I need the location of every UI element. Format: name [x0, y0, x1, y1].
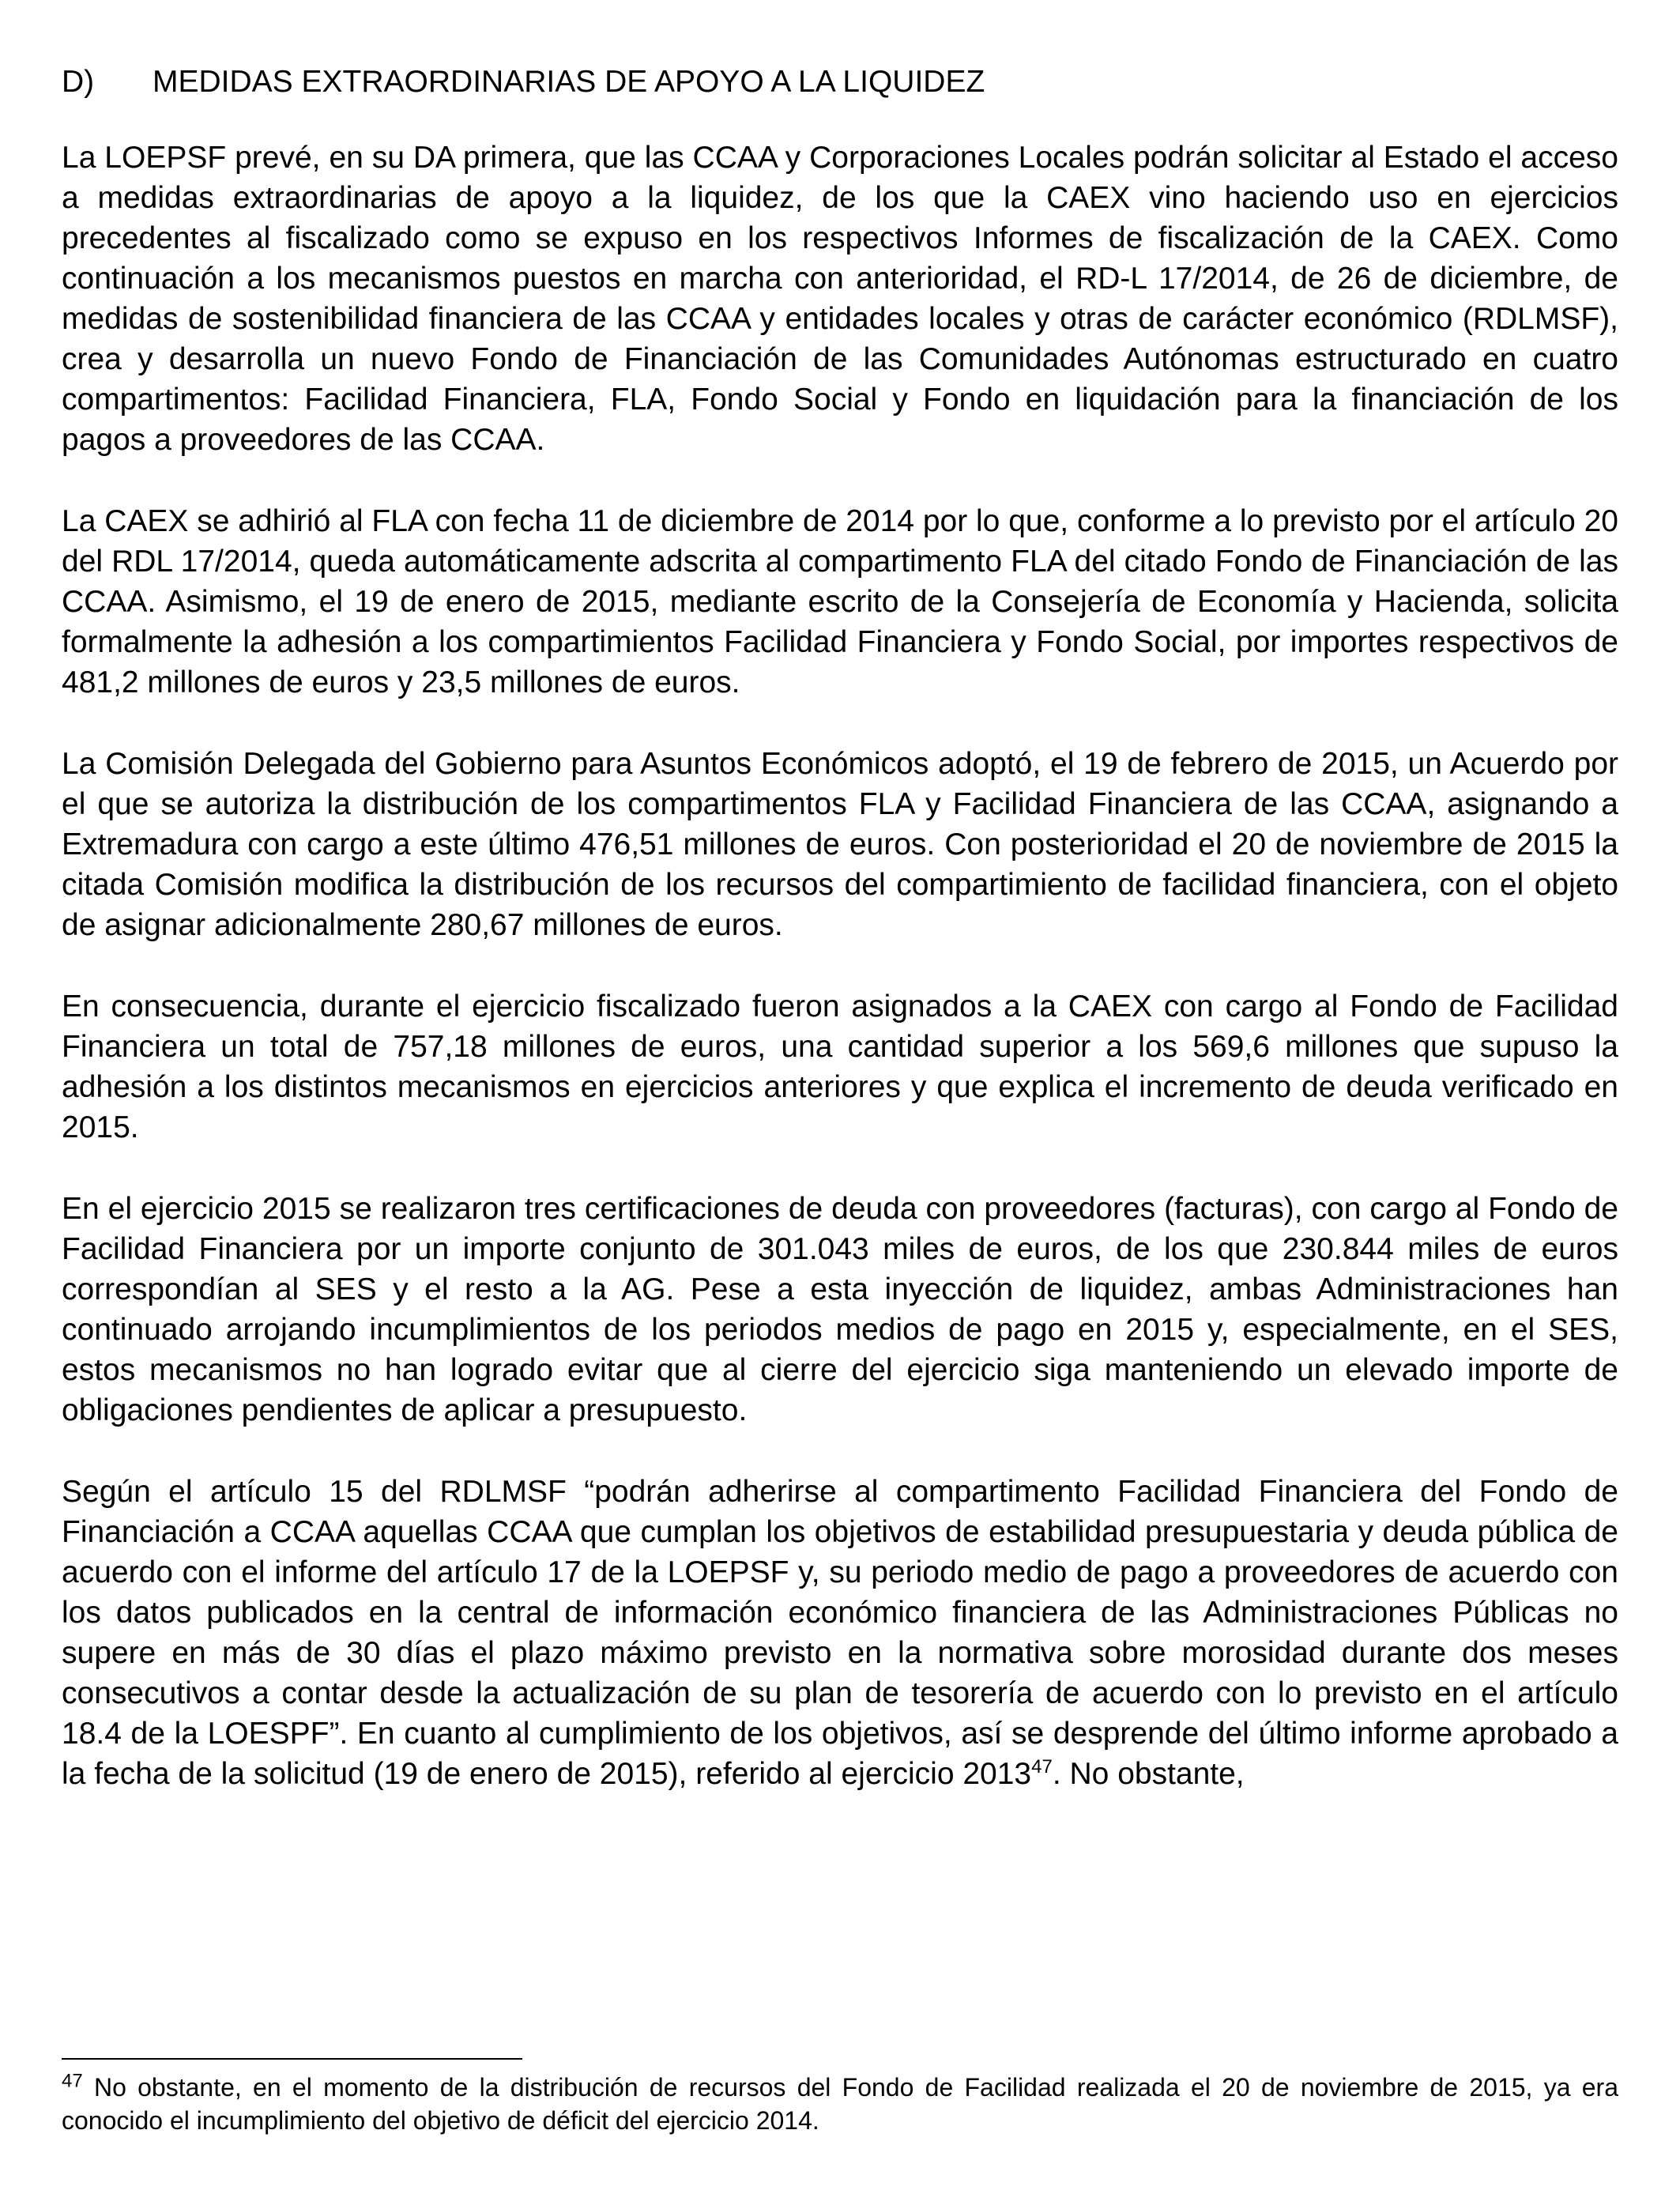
paragraph: En consecuencia, durante el ejercicio fiscalizado fueron asignados a la CAEX con cargo al Fondo de Facilidad Financiera un total de 757,18 millones de euros, una cantidad superior a los 569,6 millones que supuso la adhesión a los distintos mecanismos en ejercicios anteriores y que explica el incremento de deuda verificado en 2015.	[62, 990, 1618, 1144]
footnote-separator	[62, 2058, 522, 2060]
section-title: MEDIDAS EXTRAORDINARIAS DE APOYO A LA LIQUIDEZ	[153, 65, 985, 99]
paragraph-text-end: . No obstante,	[1052, 1757, 1245, 1791]
footnote	[62, 2071, 1618, 2137]
paragraph: En el ejercicio 2015 se realizaron tres certificaciones de deuda con proveedores (facturas), con cargo al Fondo de Facilidad Financiera por un importe conjunto de 301.043 miles de euros, de los que 230.844 miles de euros correspondían al SES y el resto a la AG. Pese a esta inyección de liquidez, ambas Administraciones han continuado arrojando incumplimientos de los periodos medios de pago en 2015 y, especialmente, en el SES, estos mecanismos no han logrado evitar que al cierre del ejercicio siga manteniendo un elevado importe de obligaciones pendientes de aplicar a presupuesto.	[62, 1192, 1618, 1427]
paragraph: La Comisión Delegada del Gobierno para Asuntos Económicos adoptó, el 19 de febrero de 2015, un Acuerdo por el que se autoriza la distribución de los compartimentos FLA y Facilidad Financiera de las CCAA, asignando a Extremadura con cargo a este último 476,51 millones de euros. Con posterioridad el 20 de noviembre de 2015 la citada Comisión modifica la distribución de los recursos del compartimiento de facilidad financiera, con el objeto de asignar adicionalmente 280,67 millones de euros.	[62, 747, 1618, 942]
section-number: D)	[62, 65, 95, 99]
paragraph: La CAEX se adhirió al FLA con fecha 11 de diciembre de 2014 por lo que, conforme a lo previsto por el artículo 20 del RDL 17/2014, queda automáticamente adscrita al compartimento FLA del citado Fondo de Financiación de las CCAA. Asimismo, el 19 de enero de 2015, mediante escrito de la Consejería de Economía y Hacienda, solicita formalmente la adhesión a los compartimientos Facilidad Financiera y Fondo Social, por importes respectivos de 481,2 millones de euros y 23,5 millones de euros.	[62, 504, 1618, 699]
document-body	[62, 62, 1618, 1794]
paragraph-text: Según el artículo 15 del RDLMSF “podrán adherirse al compartimento Facilidad Financiera del Fondo de Financiación a CCAA aquellas CCAA que cumplan los objetivos de estabilidad presupuestaria y deuda pública de acuerdo con el informe del artículo 17 de la LOEPSF y, su periodo medio de pago a proveedores de acuerdo con los datos publicados en la central de información económico financiera de las Administraciones Públicas no supere en más de 30 días el plazo máximo previsto en la normativa sobre morosidad durante dos meses consecutivos a contar desde la actualización de su plan de tesorería de acuerdo con lo previsto en el artículo 18.4 de la LOESPF”. En cuanto al cumplimiento de los objetivos, así se desprende del último informe aprobado a la fecha de la solicitud (19 de enero de 2015), referido al ejercicio 2013	[62, 1475, 1618, 1791]
paragraph: La LOEPSF prevé, en su DA primera, que las CCAA y Corporaciones Locales podrán solicitar al Estado el acceso a medidas extraordinarias de apoyo a la liquidez, de los que la CAEX vino haciendo uso en ejercicios precedentes al fiscalizado como se expuso en los respectivos Informes de fiscalización de la CAEX. Como continuación a los mecanismos puestos en marcha con anterioridad, el RD-L 17/2014, de 26 de diciembre, de medidas de sostenibilidad financiera de las CCAA y entidades locales y otras de carácter económico (RDLMSF), crea y desarrolla un nuevo Fondo de Financiación de las Comunidades Autónomas estructurado en cuatro compartimentos: Facilidad Financiera, FLA, Fondo Social y Fondo en liquidación para la financiación de los pagos a proveedores de las CCAA.	[62, 141, 1618, 457]
footnote-text: No obstante, en el momento de la distribución de recursos del Fondo de Facilidad realizada el 20 de noviembre de 2015, ya era conocido el incumplimiento del objetivo de déficit del ejercicio 2014.	[62, 2073, 1618, 2135]
footnote-number: 47	[62, 2070, 83, 2092]
paragraph-with-footnote	[62, 1472, 1618, 1794]
section-heading	[62, 62, 1618, 103]
footnote-reference[interactable]: 47	[1031, 1756, 1053, 1777]
